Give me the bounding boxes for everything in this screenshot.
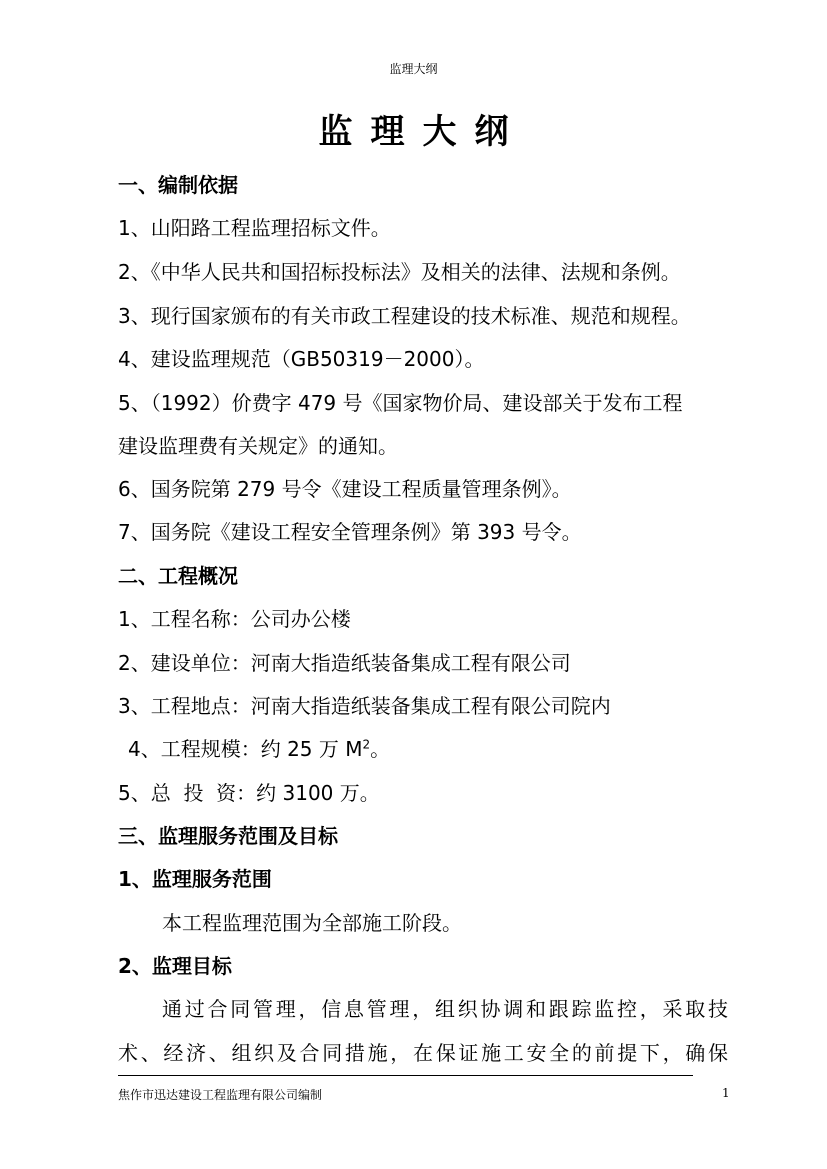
overview-item-investment: 5、总 投 资：约 3100 万。: [118, 781, 380, 805]
running-header: 监理大纲: [389, 62, 438, 76]
section-heading-scope: 三、监理服务范围及目标: [118, 824, 338, 848]
overview-item-name: 1、工程名称：公司办公楼: [118, 607, 351, 631]
section-heading-basis: 一、编制依据: [118, 173, 238, 197]
basis-item-2: 2、《中华人民共和国招标投标法》及相关的法律、法规和条例。: [118, 260, 681, 284]
document-title: 监理大纲: [318, 112, 527, 152]
goals-text-line-2: 术、经济、组织及合同措施，在保证施工安全的前提下，确保: [118, 1041, 728, 1065]
basis-item-5: 5、（1992）价费字 479 号《国家物价局、建设部关于发布工程: [118, 391, 683, 415]
basis-item-1: 1、山阳路工程监理招标文件。: [118, 216, 391, 240]
basis-item-3: 3、现行国家颁布的有关市政工程建设的技术标准、规范和规程。: [118, 304, 691, 328]
section-heading-overview: 二、工程概况: [118, 564, 238, 588]
basis-item-4: 4、建设监理规范（GB50319－2000）。: [118, 347, 485, 371]
footer-company: 焦作市迅达建设工程监理有限公司编制: [118, 1088, 323, 1102]
scale-end: 。: [370, 737, 391, 761]
overview-item-location: 3、工程地点：河南大指造纸装备集成工程有限公司院内: [118, 694, 611, 718]
scale-superscript: 2: [362, 737, 371, 752]
overview-item-owner: 2、建设单位：河南大指造纸装备集成工程有限公司: [118, 651, 571, 675]
goals-text-line-1: 通过合同管理，信息管理，组织协调和跟踪监控，采取技: [162, 997, 728, 1021]
overview-item-scale: [128, 736, 390, 762]
scope-text: 本工程监理范围为全部施工阶段。: [162, 911, 462, 935]
footer-divider: [118, 1075, 693, 1076]
subheading-scope: 1、监理服务范围: [118, 867, 272, 891]
page-number: 1: [722, 1086, 730, 1100]
scale-text: 4、工程规模：约 25 万 M: [128, 737, 363, 761]
basis-item-5-cont: 建设监理费有关规定》的通知。: [118, 434, 398, 458]
basis-item-7: 7、国务院《建设工程安全管理条例》第 393 号令。: [118, 520, 582, 544]
subheading-goals: 2、监理目标: [118, 954, 232, 978]
basis-item-6: 6、国务院第 279 号令《建设工程质量管理条例》。: [118, 477, 572, 501]
